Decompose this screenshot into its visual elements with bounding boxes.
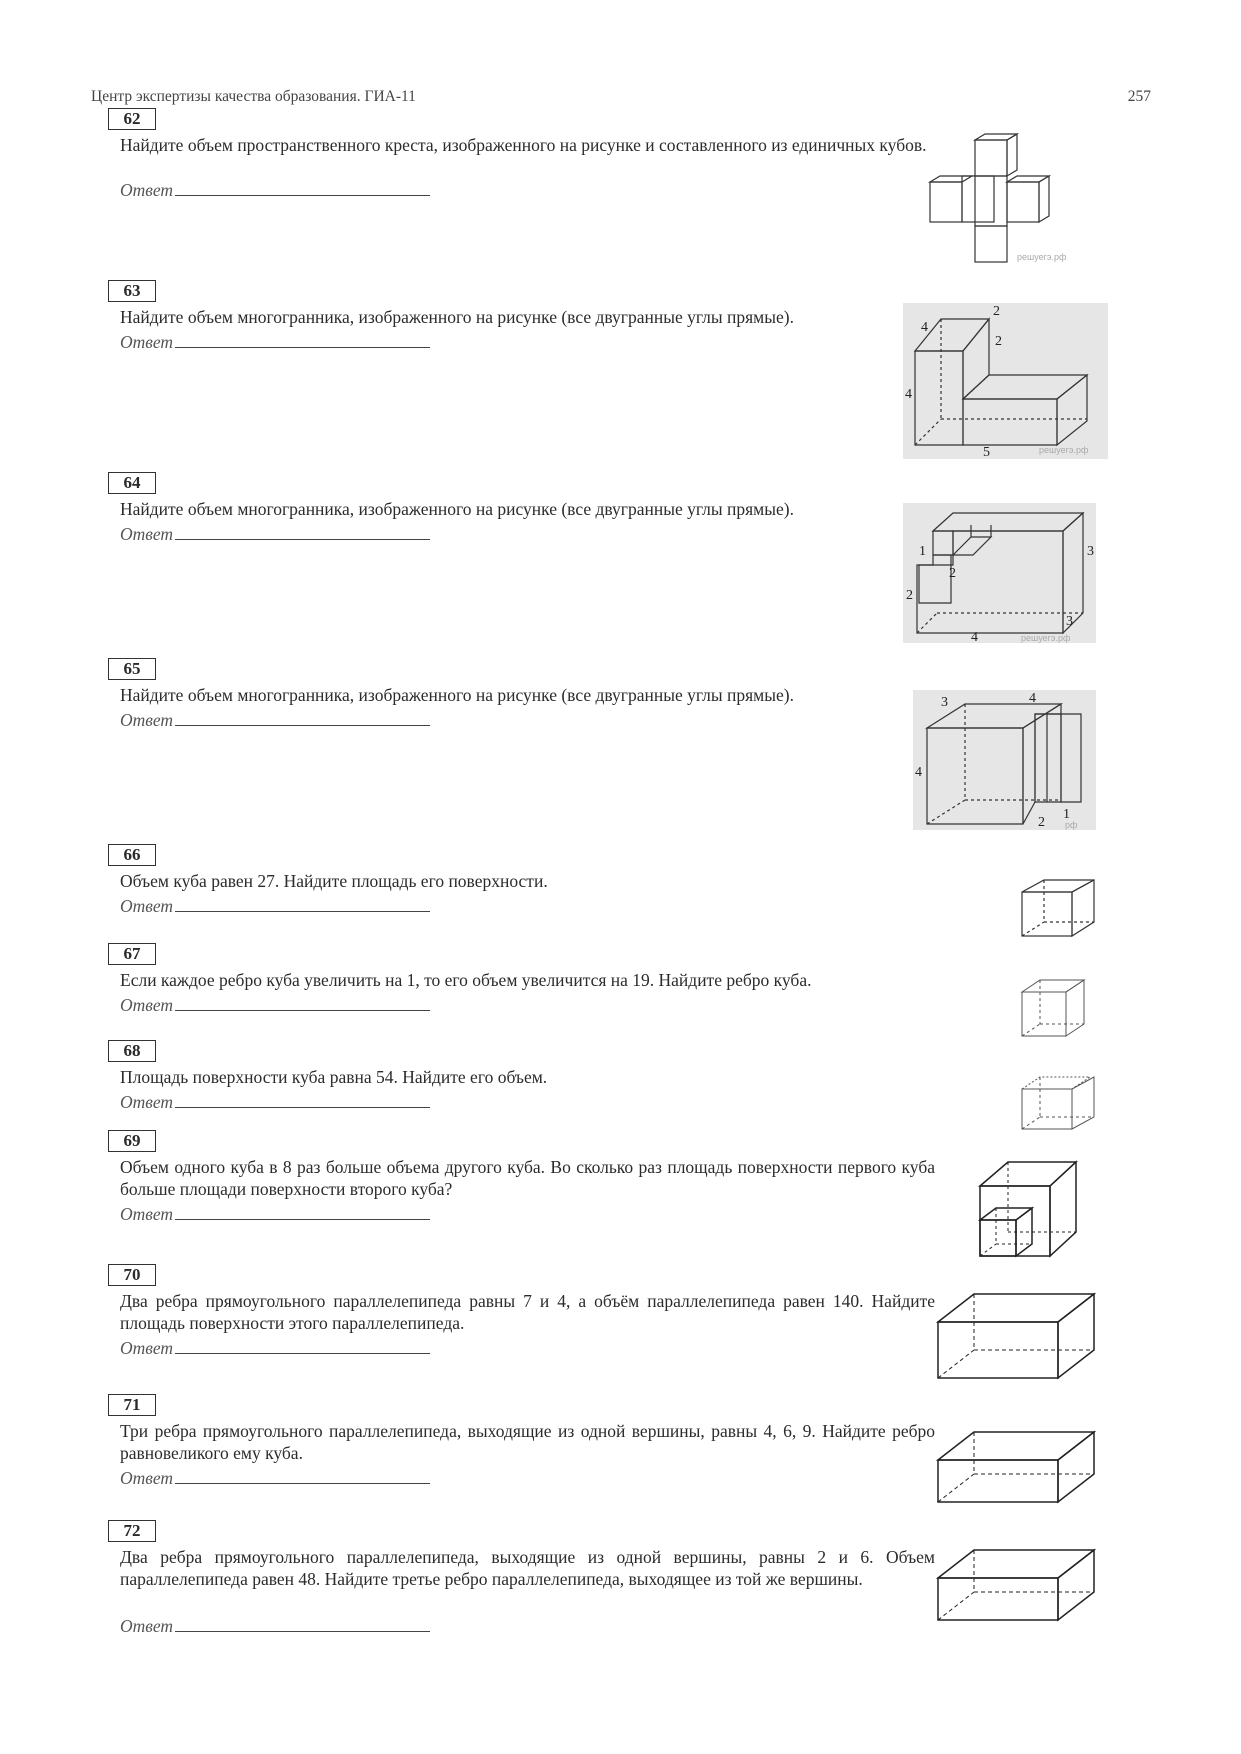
header-title: Центр экспертизы качества образования. ГИА-11	[91, 88, 416, 105]
figure-cube-67	[1020, 978, 1090, 1038]
answer-field[interactable]	[120, 524, 430, 545]
answer-field[interactable]	[120, 1204, 430, 1225]
page-number: 257	[1127, 88, 1151, 105]
task-text: Три ребра прямоугольного параллелепипеда, выходящие из одной вершины, равны 4, 6, 9. Найдите ребро равновеликого ему куба.	[120, 1421, 935, 1463]
svg-text:решуегэ.рф: решуегэ.рф	[1017, 252, 1067, 262]
answer-label: Ответ	[120, 995, 174, 1015]
task-number: 71	[108, 1394, 156, 1416]
task-67	[108, 943, 1158, 1023]
answer-field[interactable]	[120, 710, 430, 731]
answer-field[interactable]	[120, 332, 430, 353]
label-64-f: 4	[971, 630, 978, 643]
task-text: Если каждое ребро куба увеличить на 1, то его объем увеличится на 19. Найдите ребро куба.	[120, 970, 812, 990]
figure-box-72	[936, 1548, 1106, 1624]
task-number: 67	[108, 943, 156, 965]
task-number: 63	[108, 280, 156, 302]
answer-field[interactable]	[120, 995, 430, 1016]
page-header	[91, 88, 1151, 110]
label-63-c: 2	[995, 334, 1002, 349]
svg-text:решуегэ.рф: решуегэ.рф	[1039, 445, 1089, 455]
label-64-a: 1	[919, 544, 926, 559]
label-65-a: 3	[941, 695, 948, 710]
svg-text:рф: рф	[1065, 820, 1078, 830]
answer-field[interactable]	[120, 896, 430, 917]
figure-cubes-69	[978, 1158, 1098, 1258]
svg-text:решуегэ.рф: решуегэ.рф	[1021, 633, 1071, 643]
figure-polyhedron-63	[903, 303, 1108, 459]
task-68	[108, 1040, 1158, 1120]
task-number: 68	[108, 1040, 156, 1062]
task-text: Площадь поверхности куба равна 54. Найдите его объем.	[120, 1067, 548, 1087]
label-64-c: 2	[906, 588, 913, 603]
answer-label: Ответ	[120, 1092, 174, 1112]
label-65-e: 1	[1063, 807, 1070, 822]
answer-label: Ответ	[120, 710, 174, 730]
task-number: 62	[108, 108, 156, 130]
task-number: 65	[108, 658, 156, 680]
label-64-d: 3	[1087, 544, 1094, 559]
figure-box-70	[936, 1292, 1106, 1382]
figure-cube-68	[1020, 1075, 1100, 1131]
task-number: 72	[108, 1520, 156, 1542]
task-text: Объем куба равен 27. Найдите площадь его поверхности.	[120, 871, 548, 891]
task-66	[108, 844, 1158, 924]
label-65-b: 4	[1029, 691, 1036, 706]
label-63-d: 4	[905, 387, 912, 402]
label-64-b: 2	[949, 566, 956, 581]
task-number: 70	[108, 1264, 156, 1286]
answer-field[interactable]	[120, 1338, 430, 1359]
label-63-e: 5	[983, 445, 990, 459]
figure-box-71	[936, 1430, 1106, 1506]
answer-field[interactable]	[120, 1616, 430, 1637]
task-number: 69	[108, 1130, 156, 1152]
answer-field[interactable]	[120, 180, 430, 201]
task-number: 66	[108, 844, 156, 866]
task-text: Объем одного куба в 8 раз больше объема другого куба. Во сколько раз площадь поверхности первого куба больше площади поверхности второго куба?	[120, 1157, 935, 1199]
label-63-b: 4	[921, 320, 928, 335]
answer-label: Ответ	[120, 1616, 174, 1636]
task-text: Найдите объем многогранника, изображенного на рисунке (все двугранные углы прямые).	[120, 685, 794, 705]
label-65-c: 4	[915, 765, 922, 780]
answer-field[interactable]	[120, 1468, 430, 1489]
task-text: Найдите объем многогранника, изображенного на рисунке (все двугранные углы прямые).	[120, 499, 794, 519]
answer-label: Ответ	[120, 1204, 174, 1224]
figure-polyhedron-64	[903, 503, 1096, 643]
answer-label: Ответ	[120, 1468, 174, 1488]
label-65-d: 2	[1038, 815, 1045, 830]
answer-field[interactable]	[120, 1092, 430, 1113]
answer-label: Ответ	[120, 1338, 174, 1358]
figure-polyhedron-65	[913, 690, 1096, 830]
task-text: Найдите объем многогранника, изображенного на рисунке (все двугранные углы прямые).	[120, 307, 794, 327]
task-text: Найдите объем пространственного креста, изображенного на рисунке и составленного из единичных кубов.	[120, 135, 927, 155]
answer-label: Ответ	[120, 524, 174, 544]
label-63-a: 2	[993, 304, 1000, 319]
task-text: Два ребра прямоугольного параллелепипеда, выходящие из одной вершины, равны 2 и 6. Объем параллелепипеда равен 48. Найдите третье ребро параллелепипеда, выходящее из той же вершины.	[120, 1547, 935, 1589]
task-number: 64	[108, 472, 156, 494]
figure-cube-66	[1020, 878, 1100, 938]
answer-label: Ответ	[120, 180, 174, 200]
answer-label: Ответ	[120, 332, 174, 352]
figure-cross	[925, 132, 1075, 267]
label-64-e: 3	[1066, 614, 1073, 629]
answer-label: Ответ	[120, 896, 174, 916]
task-text: Два ребра прямоугольного параллелепипеда равны 7 и 4, а объём параллелепипеда равен 140. Найдите площадь поверхности этого параллелепипеда.	[120, 1291, 935, 1333]
